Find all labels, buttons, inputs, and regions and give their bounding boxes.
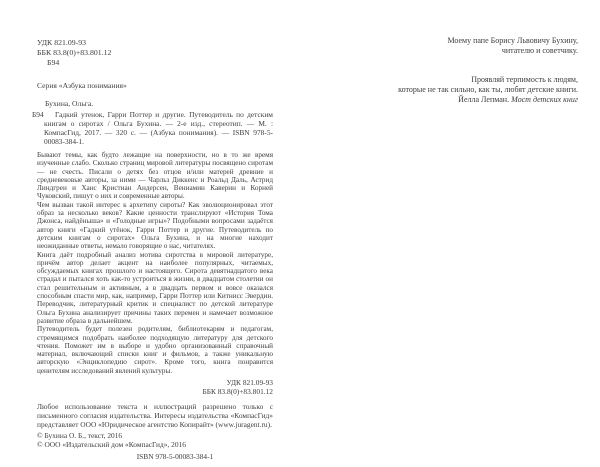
series-line: Серия «Азбука понимания»	[37, 81, 127, 90]
isbn-line: ISBN 978-5-00083-384-1	[136, 452, 214, 462]
catalog-entry	[32, 110, 273, 146]
copyright-publisher: © ООО «Издательский дом «КомпасГид», 2016	[37, 440, 186, 450]
udk-code: УДК 821.09-93	[37, 38, 87, 47]
author-sign: Б94	[47, 58, 60, 67]
bbk-code-footer: ББК 83.8(0)+83.801.12	[202, 387, 273, 397]
codes-footer	[37, 378, 273, 396]
annotation-paragraph-3: Книга даёт подробный анализ мотива сиротства в мировой литературе, причём автор делает акцент на наиболее популярных, читаемых, обсуждаемых книгах прошлого и настоящего. Сирота девятнадцатого века страдал и пытался хоть как-то устроиться в жизни, в двадцатом столетии он стал решительным и активным, а в двадцать первом и вовсе оказался способным спасти мир, как, например, Гарри Поттер или Китнисс Эвердин. Переводчик, литературный критик и специалист по детской литературе Ольга Бухина анализирует причины таких перемен и намечает возможное развитие образа в дальнейшем.	[37, 250, 273, 325]
quote-author: Йелла Лепман.	[458, 95, 510, 104]
quote-attribution	[330, 95, 578, 105]
epigraph	[330, 75, 578, 105]
dedication	[330, 36, 578, 56]
quote-source: Мост детских книг	[511, 95, 578, 104]
annotation-paragraph-2: Чем вызван такой интерес к архетипу сироты? Как эволюционировал этот образ за несколько веков? Какие ценности транслируют «История Тома Джонса, найдёныша» и «Голодные игры»? Подобными вопросами задаётся автор книги «Гадкий утёнок, Гарри Поттер и другие. Путеводитель по детским книгам о сиротах» Ольга Бухина, и на многие находит неожиданные ответы, немало говорящие о нас, читателях.	[37, 200, 273, 251]
left-page	[32, 38, 273, 462]
copyright-author: © Бухина О. Б., текст, 2016	[37, 431, 123, 441]
author-heading: Бухина, Ольга.	[45, 99, 94, 108]
dedication-line-2: читателю и советчику.	[501, 46, 578, 55]
annotation-paragraph-4: Путеводитель будет полезен родителям, библиотекарям и педагогам, стремящимся подобрать наиболее подходящую литературу для детского чтения. Поможет им в выборе и удобно организованный справочный материал, включающий списки книг и фильмов, а также уникальную авторскую «Энциклопедию сирот». Кроме того, книга понравится ценителям исследований явлений культуры.	[37, 325, 273, 375]
annotation-block	[37, 151, 273, 375]
right-page	[330, 36, 578, 105]
dedication-line-1: Моему папе Борису Львовичу Бухину,	[447, 36, 578, 45]
udk-code-footer: УДК 821.09-93	[226, 378, 273, 388]
quote-line-1: Проявляй терпимость к людям,	[471, 75, 578, 84]
bbk-code: ББК 83.8(0)+83.801.12	[37, 48, 112, 57]
imprint-header	[37, 38, 273, 68]
copyright-block	[37, 431, 273, 449]
quote-line-2: которые не так сильно, как ты, любят детские книги.	[398, 85, 578, 94]
legal-notice: Любое использование текста и иллюстраций разрешено только с письменного согласия издательства. Интересы издательства «КомпасГид» представляет ООО «Юридическое агентство Копирайт» (www.juragent.ru).	[37, 402, 273, 430]
catalog-sign: Б94	[32, 110, 44, 119]
catalog-text: Гадкий утенок, Гарри Поттер и другие. Путеводитель по детским книгам о сиротах / Ольга Бухина. — 2-е изд., стереотип. — М. : КомпасГид, 2017. — 320 с. — (Азбука понимания). — ISBN 978-5-00083-384-1.	[44, 110, 273, 146]
annotation-paragraph-1: Бывают темы, как будто лежащие на поверхности, но в то же время изученные слабо. Сколько страниц мировой литературы посвящено сиротам — не счесть. Писали о детях без отцов и/или матерей древние и средневековые авторы, за ними — Чарльз Диккенс и Роальд Даль, Астрид Линдгрен и Ханс Кристиан Андерсен, Вениамин Каверин и Корней Чуковский, пишут о них и современные авторы.	[37, 151, 273, 201]
